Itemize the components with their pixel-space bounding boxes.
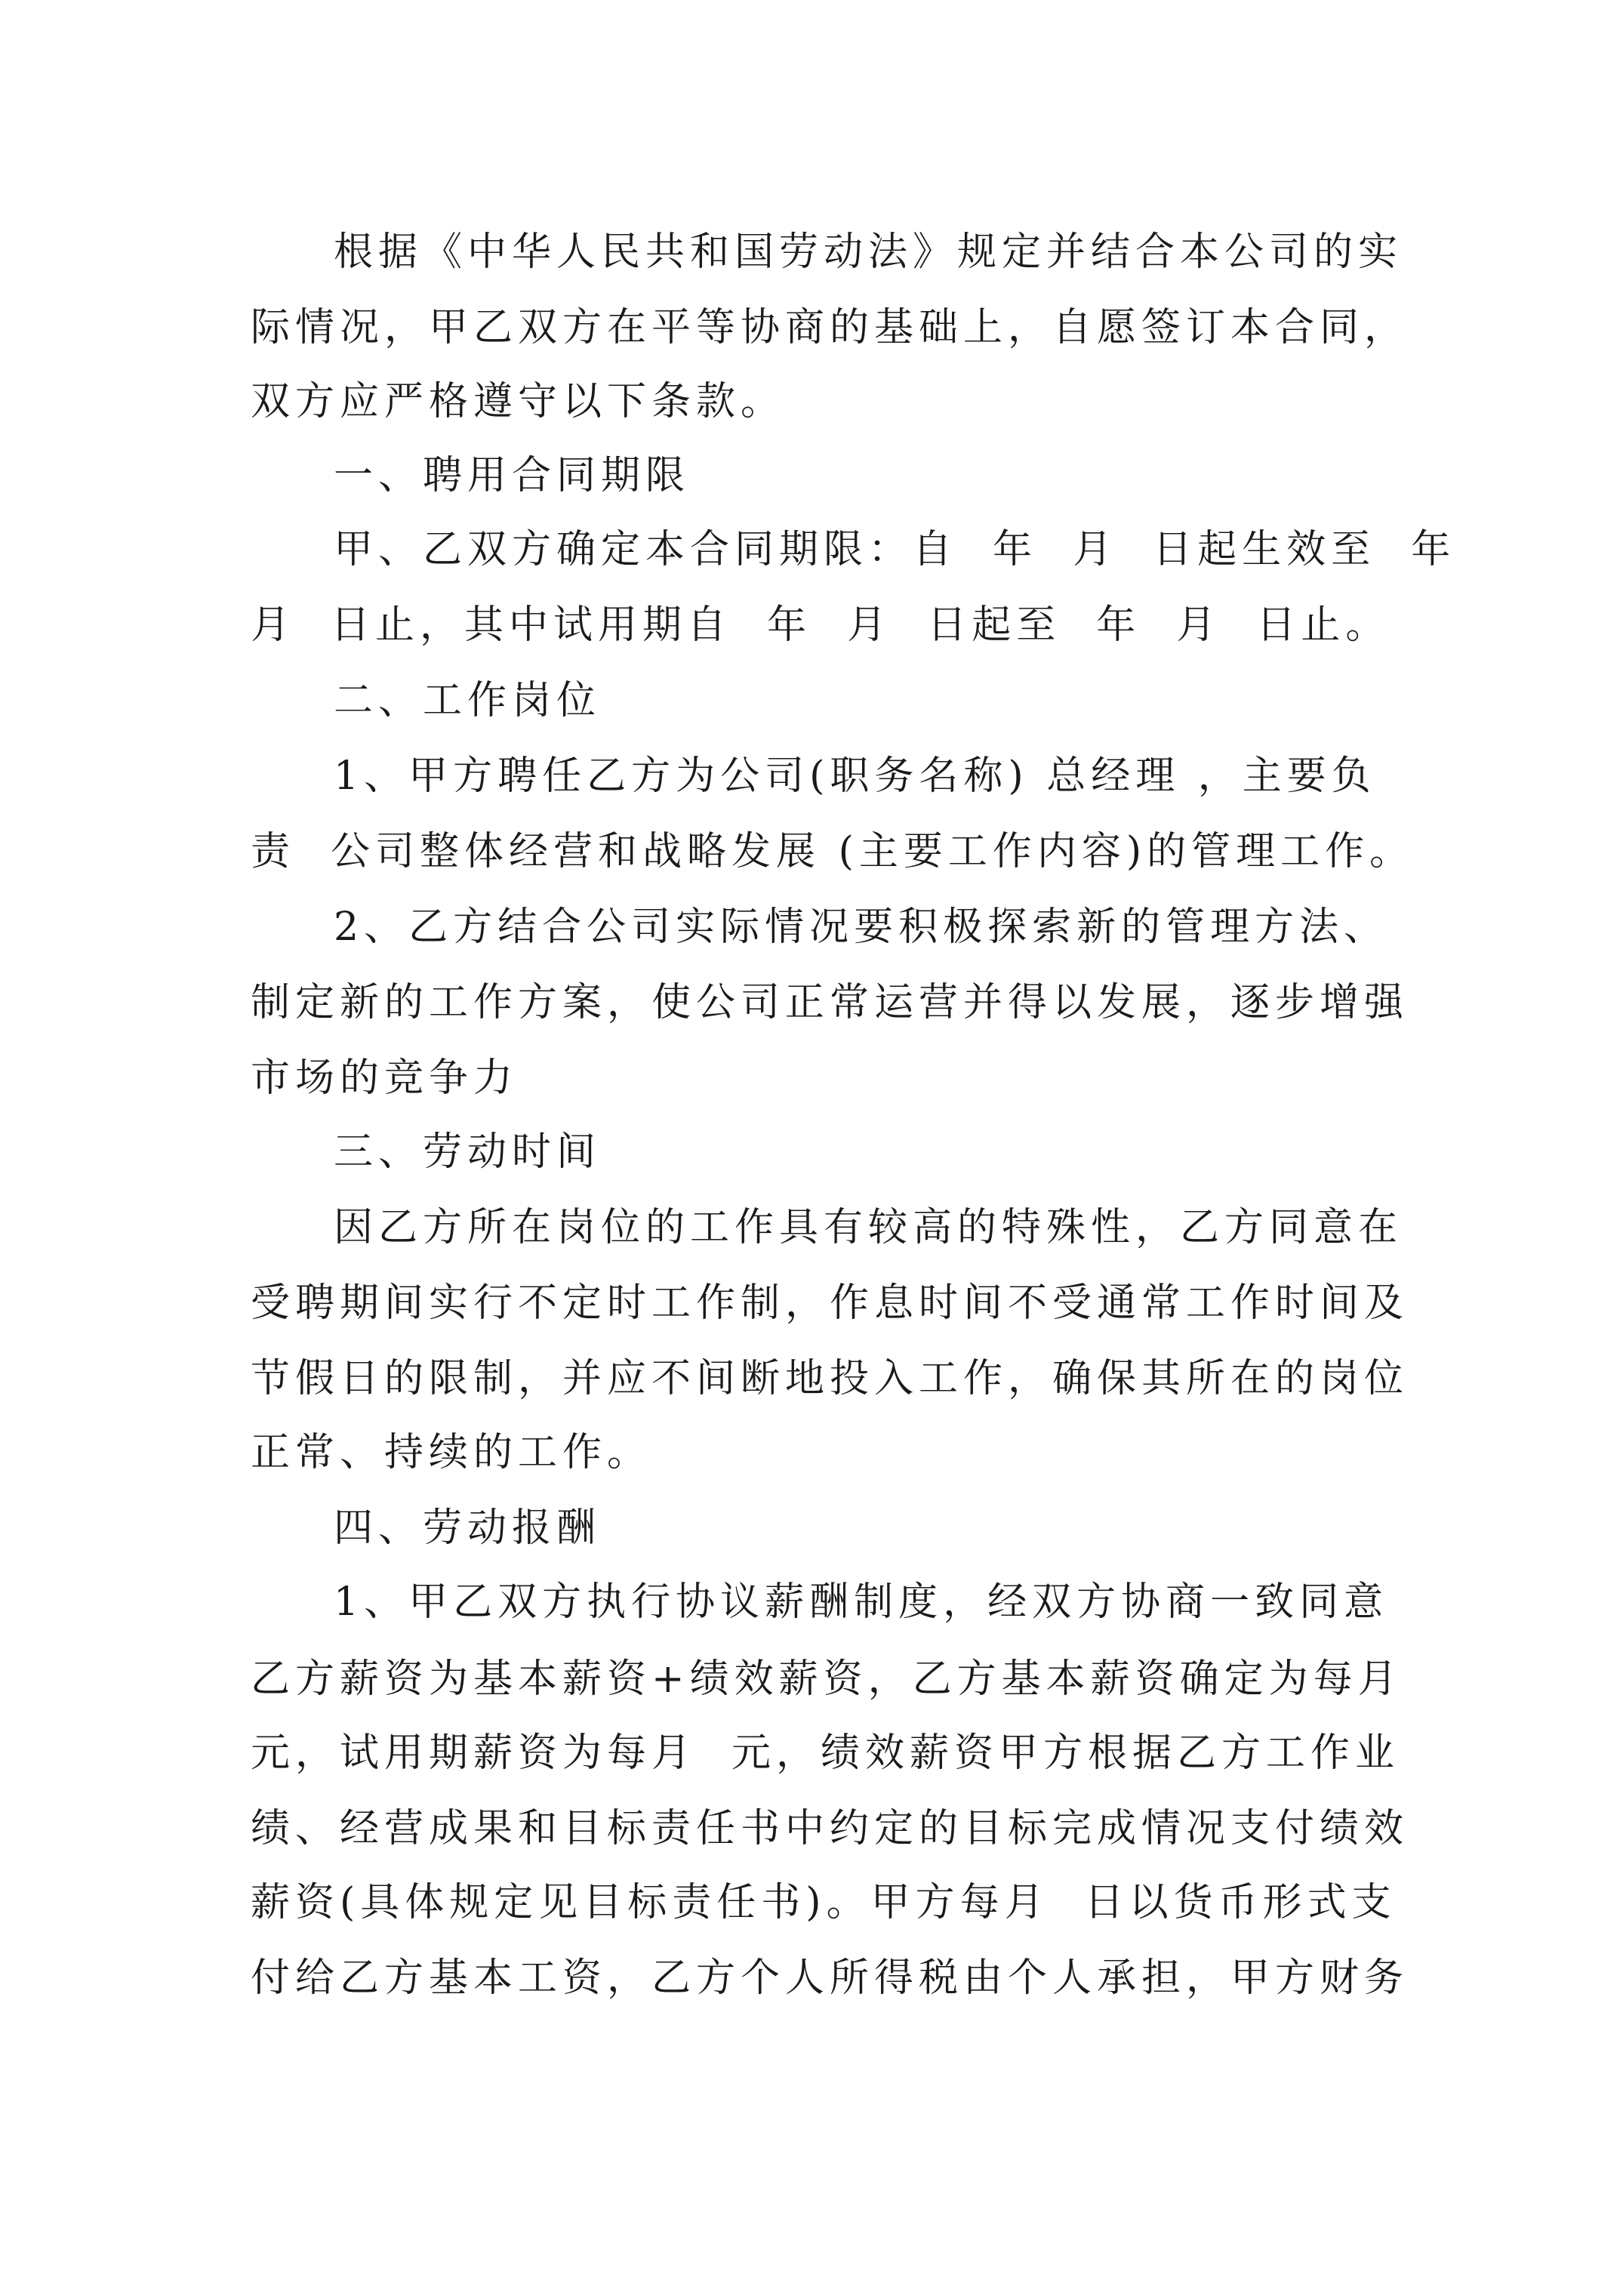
paragraph-line: 受聘期间实行不定时工作制，作息时间不受通常工作时间及 [251, 1281, 1409, 1326]
paragraph-line: 2、乙方结合公司实际情况要积极探索新的管理方法、 [334, 905, 1389, 950]
paragraph-line: 乙方薪资为基本薪资+绩效薪资，乙方基本薪资确定为每月 [251, 1657, 1403, 1702]
paragraph-line: 月 日止，其中试用期自 年 月 日起至 年 月 日止。 [251, 603, 1390, 648]
section-heading: 二、工作岗位 [334, 678, 602, 723]
section-heading: 一、聘用合同期限 [334, 453, 691, 498]
paragraph-line: 正常、持续的工作。 [251, 1430, 652, 1475]
paragraph-line: 节假日的限制，并应不间断地投入工作，确保其所在的岗位 [251, 1356, 1409, 1401]
paragraph-line: 元，试用期薪资为每月 元，绩效薪资甲方根据乙方工作业 [251, 1730, 1400, 1776]
paragraph-line: 1、甲方聘任乙方为公司(职务名称) 总经理 ，主要负 [334, 754, 1376, 799]
paragraph-line: 薪资(具体规定见目标责任书)。甲方每月 日以货币形式支 [251, 1880, 1397, 1925]
paragraph-line: 双方应严格遵守以下条款。 [251, 379, 786, 424]
section-heading: 三、劳动时间 [334, 1130, 602, 1175]
paragraph-line: 绩、经营成果和目标责任书中约定的目标完成情况支付绩效 [251, 1806, 1409, 1851]
paragraph-line: 付给乙方基本工资，乙方个人所得税由个人承担，甲方财务 [251, 1955, 1409, 2001]
paragraph-line: 际情况，甲乙双方在平等协商的基础上，自愿签订本合同， [251, 305, 1409, 350]
paragraph-line: 甲、乙双方确定本合同期限：自 年 月 日起生效至 年 [334, 527, 1456, 572]
paragraph-line: 因乙方所在岗位的工作具有较高的特殊性，乙方同意在 [334, 1205, 1403, 1250]
paragraph-line: 市场的竞争力 [251, 1056, 519, 1101]
paragraph-line: 制定新的工作方案，使公司正常运营并得以发展，逐步增强 [251, 980, 1409, 1025]
paragraph-line: 责 公司整体经营和战略发展 (主要工作内容)的管理工作。 [251, 829, 1415, 874]
paragraph-line: 根据《中华人民共和国劳动法》规定并结合本公司的实 [334, 230, 1403, 275]
paragraph-line: 1、甲乙双方执行协议薪酬制度，经双方协商一致同意 [334, 1579, 1389, 1625]
section-heading: 四、劳动报酬 [334, 1505, 602, 1551]
